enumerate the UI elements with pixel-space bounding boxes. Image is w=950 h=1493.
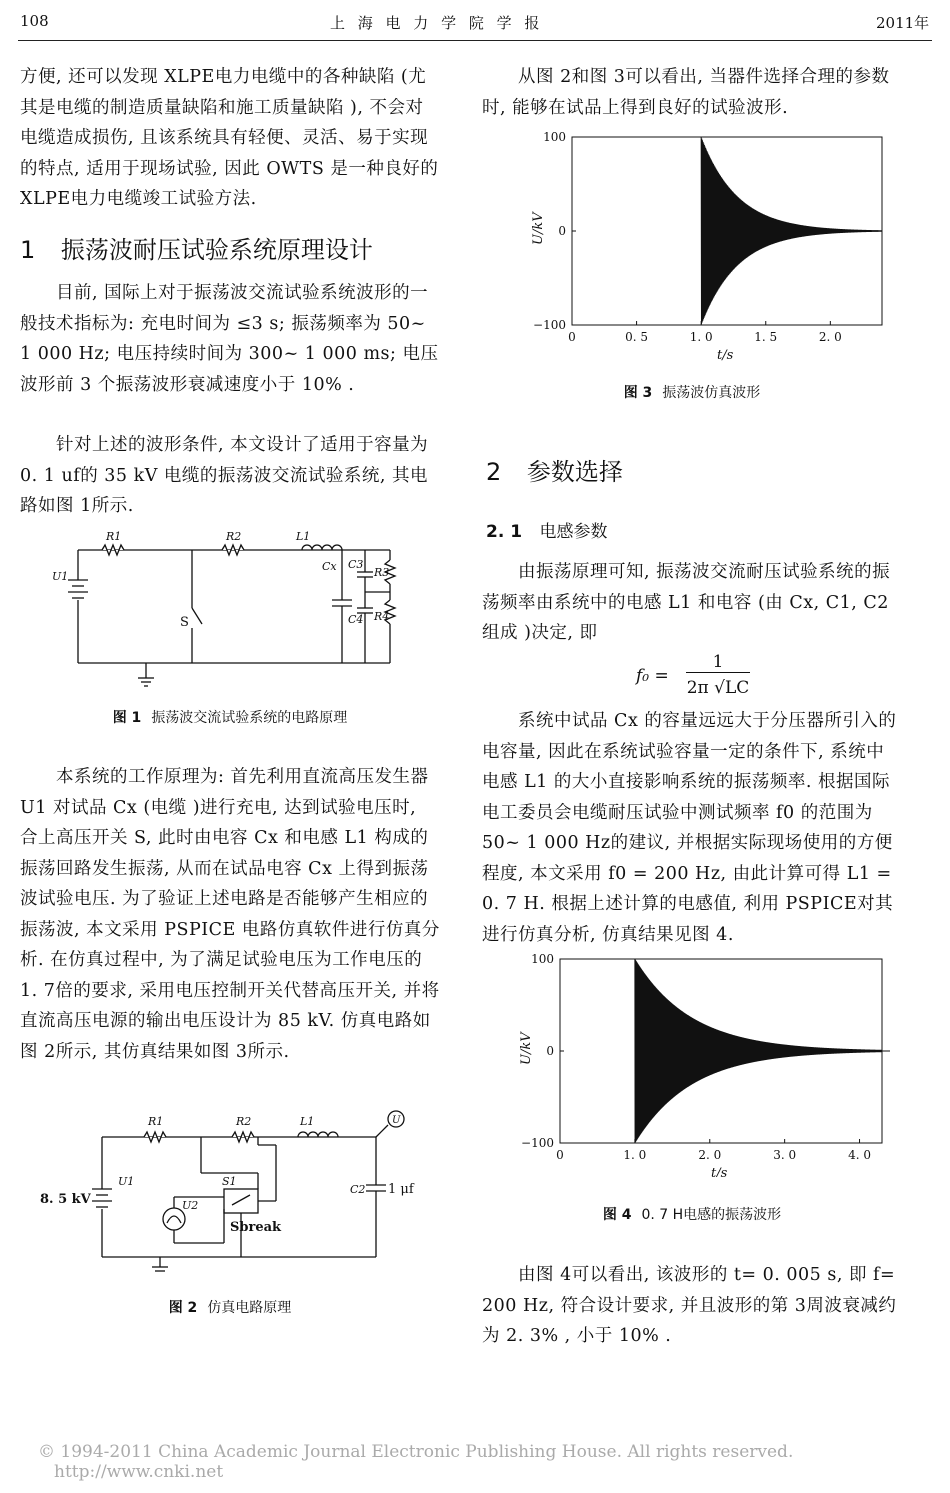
x-tick-label: 1. 5 [754,330,778,344]
y-tick-label: 100 [543,130,566,144]
waveform-line [572,137,882,324]
figure-2-caption [20,1297,440,1317]
label-R3: R3 [374,566,390,579]
right-paragraph-3: 由图 4可以看出, 该波形的 t= 0. 005 s, 即 f= 200 Hz, 符合设计要求, 并且波形的第 3周波衰减约为 2. 3% , 小于 10% . [482,1265,897,1346]
sim-probe-label: U [392,1115,401,1126]
x-tick-label: 3. 0 [773,1148,797,1162]
sim-source-voltage: 8. 5 kV [40,1192,91,1207]
figure-2-number: 图 2 [168,1300,198,1316]
right-paragraph-2: 系统中试品 Cx 的容量远远大于分压器所引入的电容量, 因此在系统试验容量一定的条件下, 系统中电感 L1 的大小直接影响系统的振荡频率. 根据国际电工委员会电缆耐压试验中测试频率 f0 的范围为 50~ 1 000 Hz的建议, 并根据实际现场使用的方便程度, 本文采用 f0 = 200 Hz, 由此计算可得 L1 = 0. 7 H. 根据上述计算的电感值, 利用 PSPICE对其进行仿真分析, 仿真结果见图 4. [482,711,897,945]
sim-label-U1: U1 [118,1175,135,1188]
page-number: 108 [20,12,49,30]
label-R2: R2 [226,530,242,543]
subsection-title: 电感参数 [539,522,608,542]
figure-3-text: 振荡波仿真波形 [662,385,761,401]
sim-label-L1: L1 [300,1115,315,1128]
figure-1-circuit [40,528,420,690]
y-tick-label: −100 [521,1136,554,1150]
figure-2-text: 仿真电路原理 [207,1300,292,1316]
y-tick-label: 0 [546,1044,554,1058]
figure-1-caption [20,707,440,727]
journal-title: 上 海 电 力 学 院 学 报 [330,14,544,32]
figure-4-text: 0. 7 H电感的振荡波形 [641,1207,782,1223]
label-S: S [180,615,189,630]
footer-url: http://www.cnki.net [54,1462,224,1482]
x-tick-label: 4. 0 [848,1148,871,1162]
right-paragraph-intro: 从图 2和图 3可以看出, 当器件选择合理的参数时, 能够在试品上得到良好的试验波形. [482,67,890,118]
label-U1: U1 [52,570,69,583]
figure-3-number: 图 3 [623,385,653,401]
footer [38,1442,950,1482]
header-year: 2011年 [876,14,930,32]
right-paragraph-1: 由振荡原理可知, 振荡波交流耐压试验系统的振荡频率由系统中的电感 L1 和电容 (由 Cx, C1, C2 组成 )决定, 即 [482,562,891,643]
x-tick-label: 1. 0 [623,1148,647,1162]
y-tick-label: 0 [558,224,566,238]
y-axis-label: U/kV [531,212,546,245]
left-paragraph-1: 目前, 国际上对于振荡波交流试验系统波形的一般技术指标为: 充电时间为 ≤3 s; 振荡频率为 50~ 1 000 Hz; 电压持续时间为 300~ 1 000 ms; 电压波形前 3 个振荡波形衰减速度小于 10% . [20,283,439,395]
subsection-2-1-heading [486,517,607,542]
left-paragraph-3: 本系统的工作原理为: 首先利用直流高压发生器 U1 对试品 Cx (电缆 )进行充电, 达到试验电压时, 合上高压开关 S, 此时由电容 Cx 和电感 L1 构成的振荡回路发生振荡, 从而在试品电容 Cx 上得到振荡波试验电压. 为了验证上述电路是否能够产生相应的振荡波, 本文采用 PSPICE 电路仿真软件进行仿真分析. 在仿真过程中, 为了满足试验电压为工作电压的 1. 7倍的要求, 采用电压控制开关代替高压开关, 并将直流高压电源的输出电压设计为 85 kV. 仿真电路如图 2所示, 其仿真结果如图 3所示. [20,767,440,1062]
x-tick-label: 2. 0 [698,1148,722,1162]
figure-3-caption [482,382,902,402]
label-R1: R1 [106,530,122,543]
label-Cx: Cx [322,560,337,573]
figure-1-text: 振荡波交流试验系统的电路原理 [151,710,348,726]
section-number: 2 [486,458,502,486]
x-tick-label: 0. 5 [625,330,649,344]
label-L1: L1 [296,530,311,543]
section-2-heading [486,452,623,487]
left-paragraph-2: 针对上述的波形条件, 本文设计了适用于容量为 0. 1 uf的 35 kV 电缆的振荡波交流试验系统, 其电路如图 1所示. [20,435,429,516]
x-tick-label: 0 [568,330,576,344]
x-axis-label: t/s [717,348,734,363]
x-tick-label: 2. 0 [818,330,842,344]
figure-4-caption [482,1204,902,1224]
figure-4-chart [510,947,890,1177]
figure-4-number: 图 4 [602,1207,632,1223]
subsection-number: 2. 1 [486,522,523,542]
sim-label-U2: U2 [182,1199,199,1212]
figure-2-circuit [36,1105,436,1277]
formula-numerator: 1 [686,652,750,673]
figure-1-number: 图 1 [112,710,142,726]
label-C4: C4 [348,613,364,626]
label-R4: R4 [374,610,390,623]
y-tick-label: −100 [533,318,566,332]
footer-copyright: © 1994-2011 China Academic Journal Electronic Publishing House. All rights reserved. [38,1442,794,1462]
waveform-line [560,959,882,1143]
section-title: 振荡波耐压试验系统原理设计 [60,236,373,264]
formula-denominator: 2π √LC [686,678,750,698]
section-title: 参数选择 [526,458,623,486]
figure-3-chart [510,125,890,365]
sim-label-R2: R2 [236,1115,252,1128]
x-axis-label: t/s [711,1166,728,1177]
section-number: 1 [20,236,36,264]
section-1-heading [20,230,373,265]
x-tick-label: 1. 0 [689,330,713,344]
left-paragraph-intro: 方便, 还可以发现 XLPE电力电缆中的各种缺陷 (尤其是电缆的制造质量缺陷和施工质量缺陷 ), 不会对电缆造成损伤, 且该系统具有轻便、灵活、易于实现的特点, 适用于现场试验, 因此 OWTS 是一种良好的 XLPE电力电缆竣工试验方法. [20,67,439,209]
formula-lhs: f₀ = [636,666,669,686]
sim-label-S1: S1 [222,1175,237,1188]
y-tick-label: 100 [531,952,554,966]
sim-C2-value: 1 μf [388,1182,414,1197]
y-axis-label: U/kV [519,1032,534,1065]
label-C3: C3 [348,558,364,571]
sim-label-Sbreak: Sbreak [230,1220,282,1235]
x-tick-label: 0 [556,1148,564,1162]
header-rule [18,40,932,41]
sim-label-C2: C2 [350,1183,366,1196]
sim-label-R1: R1 [148,1115,164,1128]
